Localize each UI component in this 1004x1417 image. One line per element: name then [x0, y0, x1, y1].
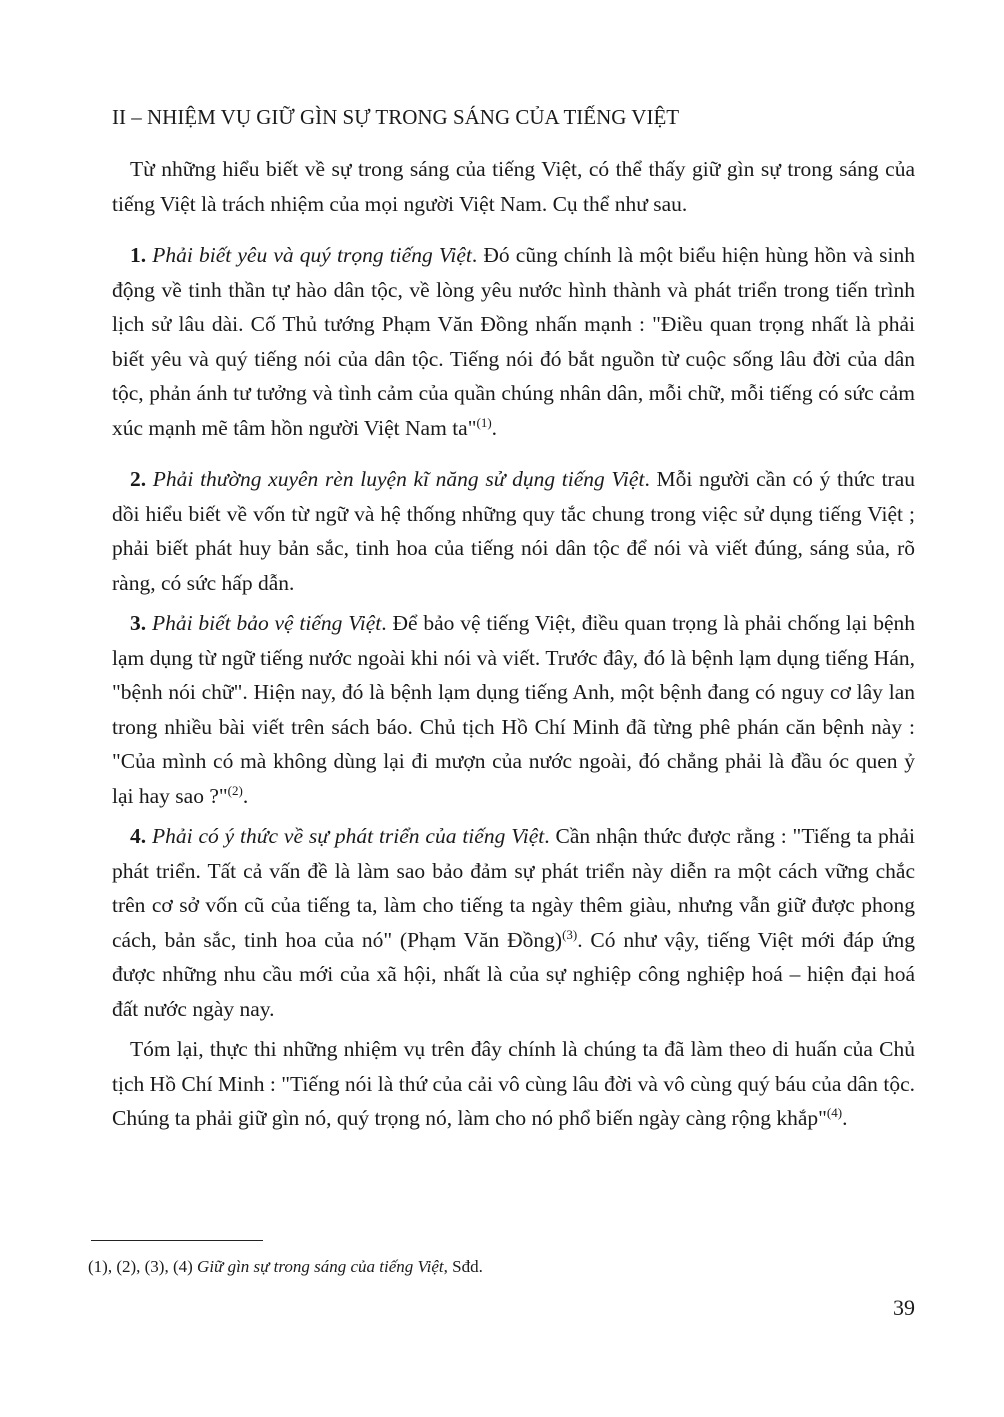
item-4-number: 4. — [130, 824, 147, 848]
item-1-title: Phải biết yêu và quý trọng tiếng Việt — [152, 243, 472, 267]
item-2-paragraph — [112, 462, 915, 600]
intro-paragraph: Từ những hiểu biết về sự trong sáng của tiếng Việt, có thể thấy giữ gìn sự trong sáng của tiếng Việt là trách nhiệm của mọi người Việt Nam. Cụ thể như sau. — [112, 157, 915, 216]
item-1-number: 1. — [130, 243, 147, 267]
footnote-ref-1: (1) — [476, 414, 492, 430]
conclusion-paragraph — [112, 1032, 915, 1136]
item-1-body-end: . — [491, 415, 498, 440]
footnote-ref-2: (2) — [227, 782, 243, 798]
item-4-title: Phải có ý thức về sự phát triển của tiếng Việt — [152, 824, 545, 848]
footnote — [88, 1255, 483, 1279]
conclusion-body: Tóm lại, thực thi những nhiệm vụ trên đây chính là chúng ta đã làm theo di huấn của Chủ tịch Hồ Chí Minh : "Tiếng nói là thứ của cải vô cùng lâu đời và vô cùng quý báu của dân tộc. Chúng ta phải giữ gìn nó, quý trọng nó, làm cho nó phổ biến ngày càng rộng khắp" — [112, 1037, 915, 1130]
conclusion-body-end: . — [842, 1106, 848, 1130]
footnote-ref-4: (4) — [826, 1105, 843, 1120]
footnote-source-suffix: , Sđd. — [443, 1257, 483, 1276]
footnote-source-title: Giữ gìn sự trong sáng của tiếng Việt — [197, 1257, 444, 1276]
item-1-paragraph — [112, 238, 915, 445]
item-3-body-end: . — [242, 783, 249, 808]
item-2-title: Phải thường xuyên rèn luyện kĩ năng sử dụng tiếng Việt — [152, 467, 645, 491]
item-3-paragraph — [112, 606, 915, 813]
item-2-body: . Mỗi người cần có ý thức trau dồi hiểu biết về vốn từ ngữ và hệ thống những quy tắc chung trong việc sử dụng tiếng Việt ; phải biết phát huy bản sắc, tinh hoa của tiếng nói dân tộc để nói và viết đúng, sáng sủa, rõ ràng, có sức hấp dẫn. — [112, 467, 916, 595]
footnote-ref-3: (3) — [562, 926, 578, 942]
item-3-title: Phải biết bảo vệ tiếng Việt — [151, 611, 382, 635]
item-4-paragraph — [112, 819, 915, 1026]
footnote-divider — [91, 1240, 263, 1241]
footnote-refs: (1), (2), (3), (4) — [88, 1257, 193, 1276]
page-number: 39 — [893, 1295, 915, 1320]
item-3-number: 3. — [130, 611, 147, 635]
item-2-number: 2. — [130, 467, 147, 491]
item-3-body: . Để bảo vệ tiếng Việt, điều quan trọng là phải chống lại bệnh lạm dụng từ ngữ tiếng nước ngoài khi nói và viết. Trước đây, đó là bệnh lạm dụng tiếng Hán, "bệnh nói chữ". Hiện nay, đó là bệnh lạm dụng tiếng Anh, một bệnh đang có nguy cơ lây lan trong nhiều bài viết trên sách báo. Chủ tịch Hồ Chí Minh đã từng phê phán căn bệnh này : "Của mình có mà không dùng lại đi mượn của nước ngoài, đó chẳng phải là đầu óc quen ỷ lại hay sao ?" — [112, 611, 916, 808]
item-4-body: . Cần nhận thức được rằng : "Tiếng ta phải phát triển. Tất cả vấn đề là làm sao bảo đảm sự phát triển này diễn ra một cách vững chắc trên cơ sở vốn cũ của tiếng ta, làm cho tiếng ta ngày thêm giàu, nhưng vẫn giữ được phong cách, bản sắc, tinh hoa của nó" (Phạm Văn Đồng) — [112, 824, 915, 952]
page-body — [112, 100, 915, 1136]
section-heading: II – NHIỆM VỤ GIỮ GÌN SỰ TRONG SÁNG CỦA TIẾNG VIỆT — [112, 105, 680, 129]
item-4-body-end: . Có như vậy, tiếng Việt mới đáp ứng được những nhu cầu mới của xã hội, nhất là của sự nghiệp công nghiệp hoá – hiện đại hoá đất nước ngày nay. — [112, 927, 915, 1021]
item-1-body: . Đó cũng chính là một biểu hiện hùng hồn và sinh động về tinh thần tự hào dân tộc, về lòng yêu nước hình thành và phát triển trong tiến trình lịch sử lâu dài. Cố Thủ tướng Phạm Văn Đồng nhấn mạnh : "Điều quan trọng nhất là phải biết yêu và quý tiếng nói của dân tộc. Tiếng nói đó bắt nguồn từ cuộc sống lâu đời của dân tộc, phản ánh tư tưởng và tình cảm của quần chúng nhân dân, mỗi chữ, mỗi tiếng có sức cảm xúc mạnh mẽ tâm hồn người Việt Nam ta" — [112, 243, 916, 440]
